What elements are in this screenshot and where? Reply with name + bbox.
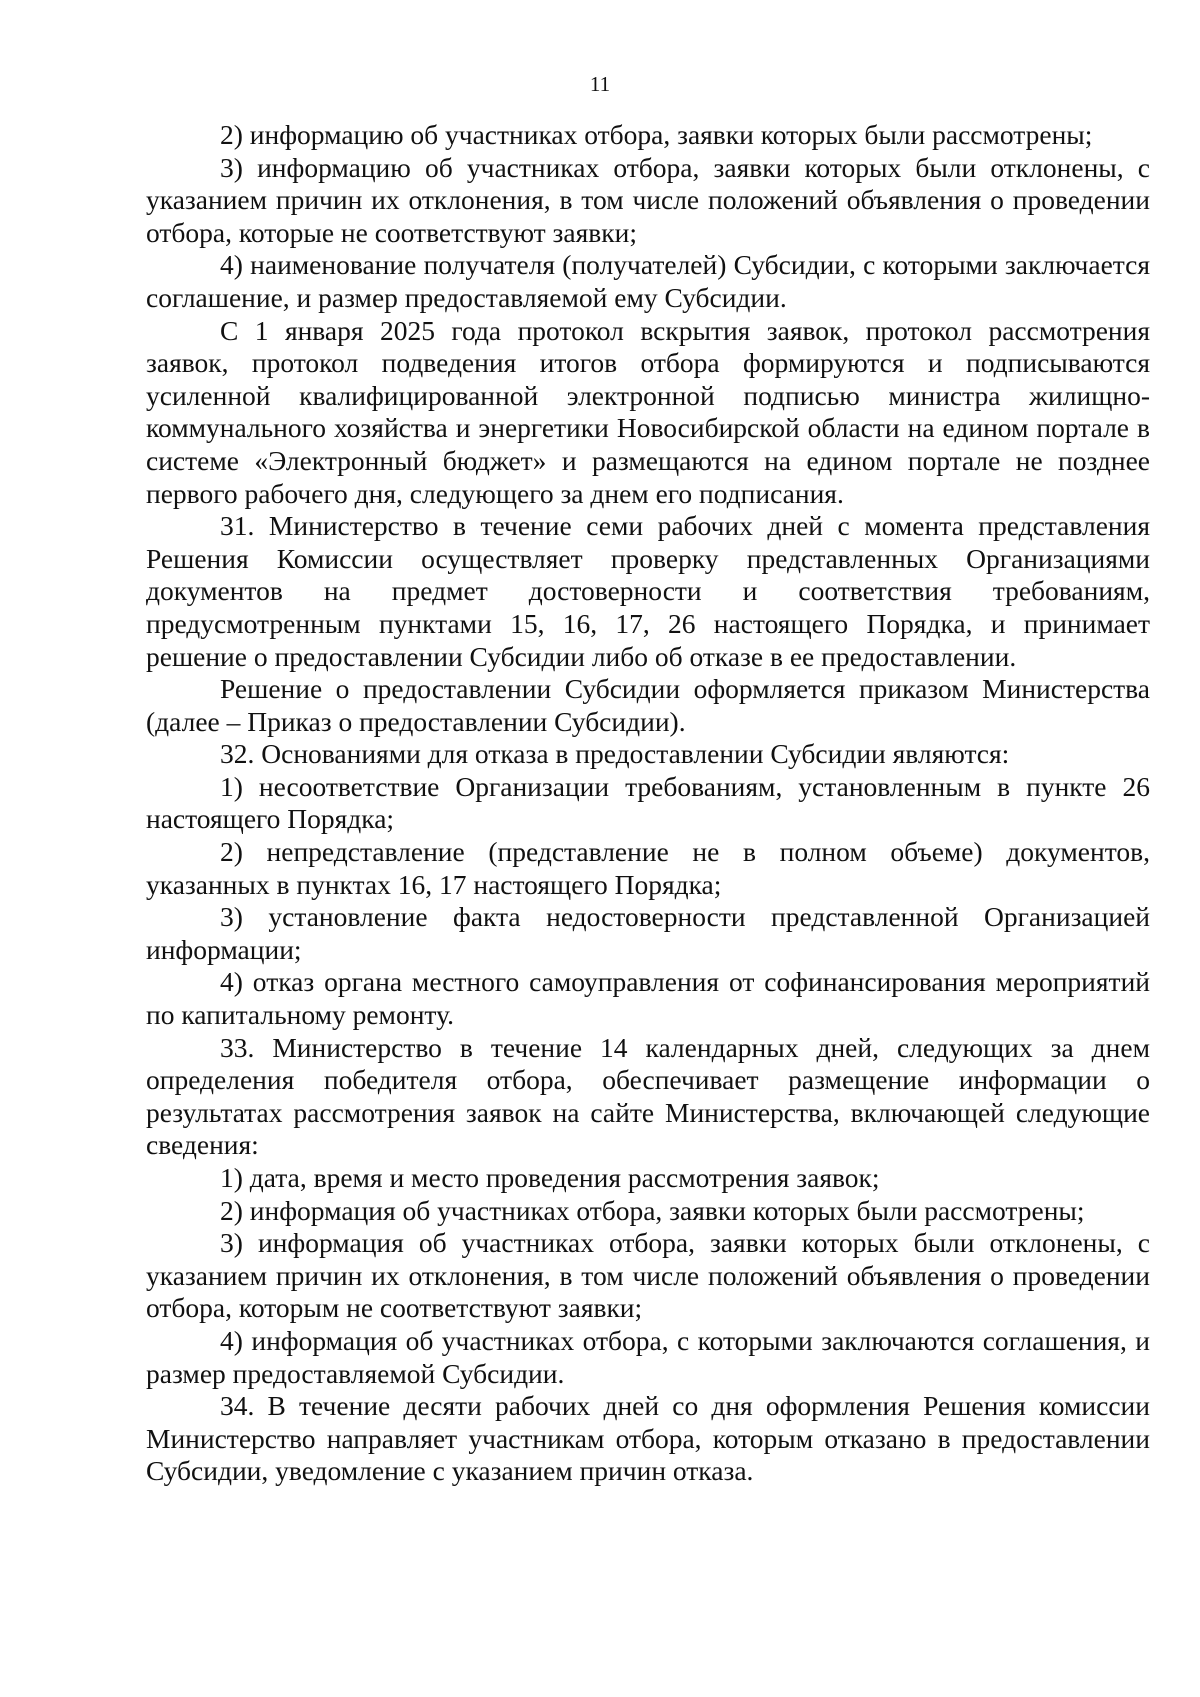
paragraph-refusal-reason-2: 2) непредставление (представление не в полном объеме) документов, указанных в пунктах 16, 17 настоящего Порядка; [146, 836, 1150, 900]
paragraph-results-item-4: 4) информация об участниках отбора, с которыми заключаются соглашения, и размер предоставляемой Субсидии. [146, 1324, 1150, 1389]
paragraph-results-item-1: 1) дата, время и место проведения рассмотрения заявок; [220, 1162, 880, 1193]
paragraph-results-item-2: 2) информация об участниках отбора, заявки которых были рассмотрены; [220, 1194, 1085, 1226]
paragraph-clause-33: 33. Министерство в течение 14 календарных дней, следующих за днем определения победителя отбора, обеспечивает размещение информации о результатах рассмотрения заявок на сайте Министерства, включающей следующие сведения: [146, 1031, 1150, 1161]
paragraph-refusal-reason-1: 1) несоответствие Организации требованиям, установленным в пункте 26 настоящего Порядка; [146, 770, 1150, 835]
paragraph-clause-32: 32. Основаниями для отказа в предоставлении Субсидии являются: [220, 738, 1010, 770]
paragraph-item-3-rejected: 3) информацию об участниках отбора, заявки которых были отклонены, с указанием причин их отклонения, в том числе положений объявления о проведении отбора, которые не соответствуют заявки; [146, 151, 1150, 248]
paragraph-item-2-considered: 2) информацию об участниках отбора, заявки которых были рассмотрены; [220, 119, 1093, 150]
paragraph-protocols-2025: С 1 января 2025 года протокол вскрытия заявок, протокол рассмотрения заявок, протокол подведения итогов отбора формируются и подписываются усиленной квалифицированной электронной подписью министра жилищно-коммунального хозяйства и энергетики Новосибирской области на едином портале в системе «Электронный бюджет» и размещаются на едином портале не позднее первого рабочего дня, следующего за днем его подписания. [146, 314, 1150, 509]
paragraph-clause-34: 34. В течение десяти рабочих дней со дня оформления Решения комиссии Министерство направляет участникам отбора, которым отказано в предоставлении Субсидии, уведомление с указанием причин отказа. [146, 1390, 1150, 1487]
paragraph-refusal-reason-4: 4) отказ органа местного самоуправления от софинансирования мероприятий по капитальному ремонту. [146, 966, 1150, 1031]
paragraph-clause-31: 31. Министерство в течение семи рабочих дней с момента представления Решения Комиссии осуществляет проверку представленных Организациями документов на предмет достоверности и соответствия требованиям, предусмотренным пунктами 15, 16, 17, 26 настоящего Порядка, и принимает решение о предоставлении Субсидии либо об отказе в ее предоставлении. [146, 510, 1150, 672]
paragraph-item-4-recipient: 4) наименование получателя (получателей) Субсидии, с которыми заключается соглашение, и размер предоставляемой ему Субсидии. [146, 249, 1150, 313]
page-number: 11 [589, 72, 611, 96]
paragraph-results-item-3: 3) информация об участниках отбора, заявки которых были отклонены, с указанием причин их отклонения, в том числе положений объявления о проведении отбора, которым не соответствуют заявки; [146, 1227, 1150, 1324]
paragraph-subsidy-order: Решение о предоставлении Субсидии оформляется приказом Министерства (далее – Приказ о предоставлении Субсидии). [146, 673, 1150, 737]
paragraph-refusal-reason-3: 3) установление факта недостоверности представленной Организацией информации; [146, 901, 1150, 965]
document-body [146, 119, 1150, 1488]
